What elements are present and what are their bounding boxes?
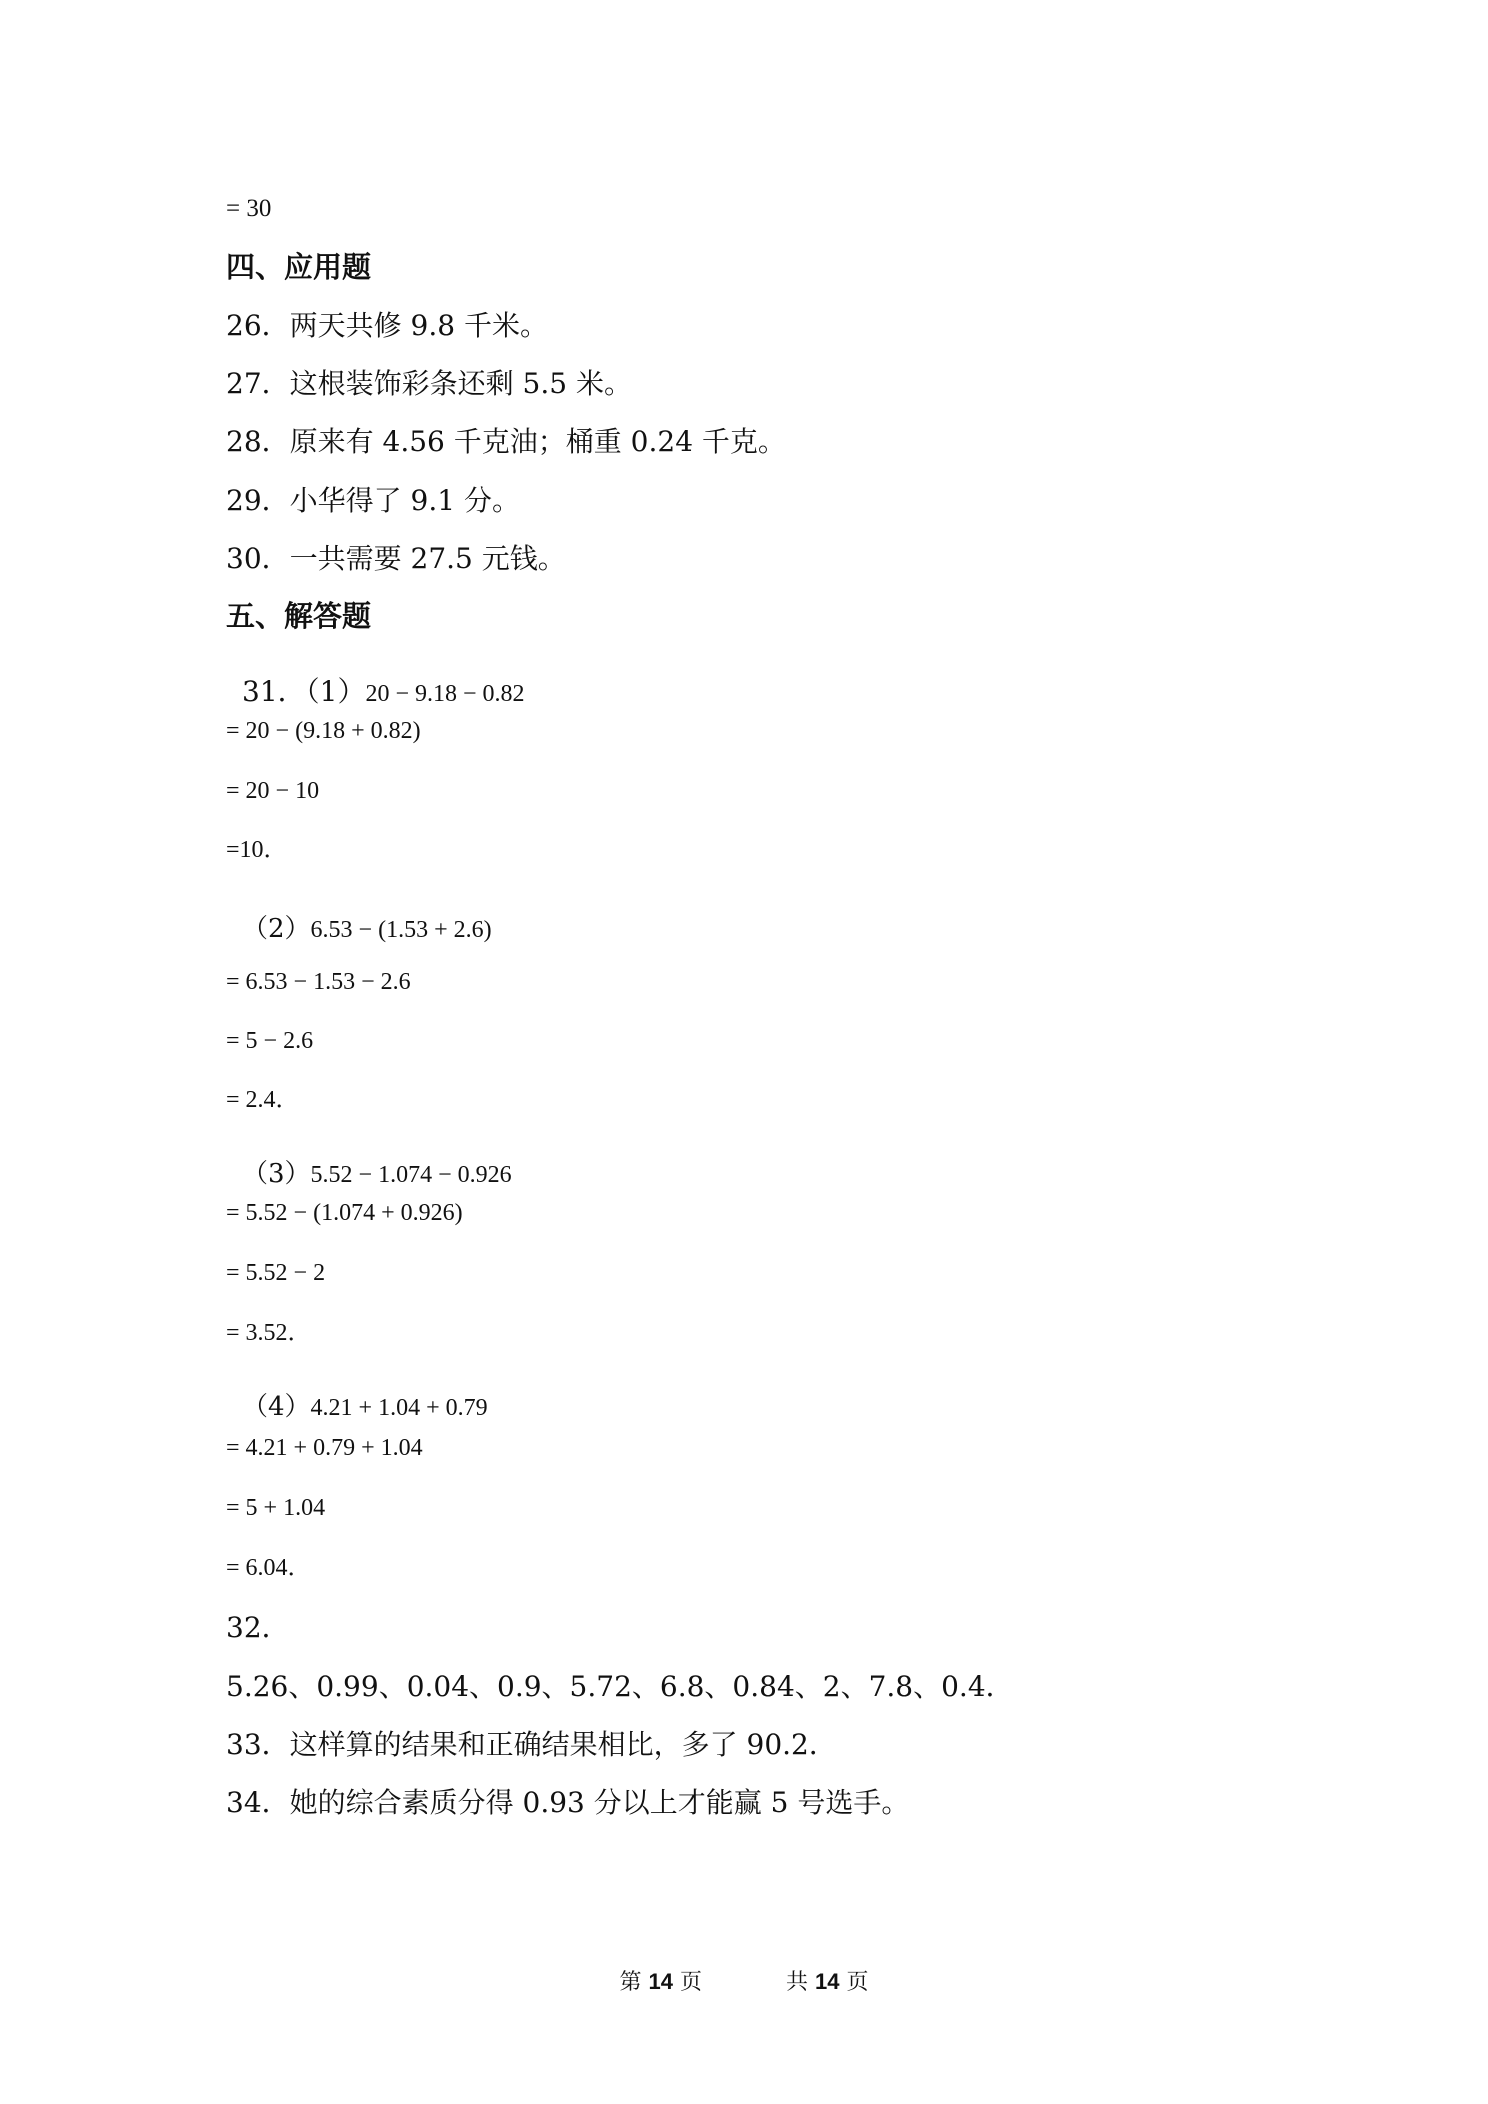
answer-30: 30．一共需要 27.5 元钱。 — [226, 542, 566, 575]
math-expression: 20 − 9.18 − 0.82 — [365, 681, 525, 707]
total-pages: 14 — [815, 1969, 840, 1994]
total-prefix: 共 — [786, 1970, 809, 1995]
page-number: 14 — [648, 1969, 673, 1994]
calc-step: = 3.52． — [226, 1320, 312, 1346]
question-label: 31．（1） — [242, 675, 366, 708]
calc-step: = 6.53 − 1.53 − 2.6 — [226, 969, 411, 995]
answer-26: 26．两天共修 9.8 千米。 — [226, 309, 548, 342]
page-suffix: 页 — [679, 1970, 702, 1995]
part-label: （3） — [242, 1159, 311, 1189]
calc-step: = 5.52 − (1.074 + 0.926) — [226, 1200, 463, 1226]
question-31-part-1 — [226, 662, 525, 722]
calc-step: = 2.4． — [226, 1087, 300, 1113]
calc-step: = 20 − (9.18 + 0.82) — [226, 718, 421, 744]
answer-34: 34．她的综合素质分得 0.93 分以上才能赢 5 号选手。 — [226, 1786, 910, 1819]
part-label: （4） — [242, 1392, 311, 1422]
calc-step: = 4.21 + 0.79 + 1.04 — [226, 1435, 423, 1461]
answer-32-label: 32． — [226, 1611, 290, 1644]
part-label: （2） — [242, 914, 311, 944]
question-31-part-2 — [226, 900, 492, 958]
page-prefix: 第 — [619, 1970, 642, 1995]
page-footer — [0, 1965, 1488, 1996]
math-expression: 6.53 − (1.53 + 2.6) — [310, 917, 492, 943]
calc-step: = 5.52 − 2 — [226, 1260, 326, 1286]
answer-29: 29．小华得了 9.1 分。 — [226, 484, 520, 517]
calc-step: = 6.04． — [226, 1555, 312, 1581]
calc-step: = 5 − 2.6 — [226, 1028, 314, 1054]
total-suffix: 页 — [846, 1970, 869, 1995]
math-expression: 4.21 + 1.04 + 0.79 — [310, 1395, 488, 1421]
question-31-part-3 — [226, 1145, 512, 1203]
calc-step: = 30 — [226, 195, 272, 222]
math-expression: 5.52 − 1.074 − 0.926 — [310, 1162, 512, 1188]
section-heading-applied: 四、应用题 — [226, 250, 372, 284]
answer-33: 33．这样算的结果和正确结果相比，多了 90.2． — [226, 1728, 837, 1761]
calc-step: = 20 − 10 — [226, 778, 320, 804]
calc-step: =10． — [226, 837, 288, 863]
calc-step: = 5 + 1.04 — [226, 1495, 326, 1521]
answer-32: 5.26、0.99、0.04、0.9、5.72、6.8、0.84、2、7.8、0.4． — [226, 1670, 1014, 1703]
question-31-part-4 — [226, 1378, 488, 1436]
section-heading-solve: 五、解答题 — [226, 599, 372, 633]
answer-27: 27．这根装饰彩条还剩 5.5 米。 — [226, 367, 632, 400]
answer-28: 28．原来有 4.56 千克油；桶重 0.24 千克。 — [226, 425, 786, 458]
